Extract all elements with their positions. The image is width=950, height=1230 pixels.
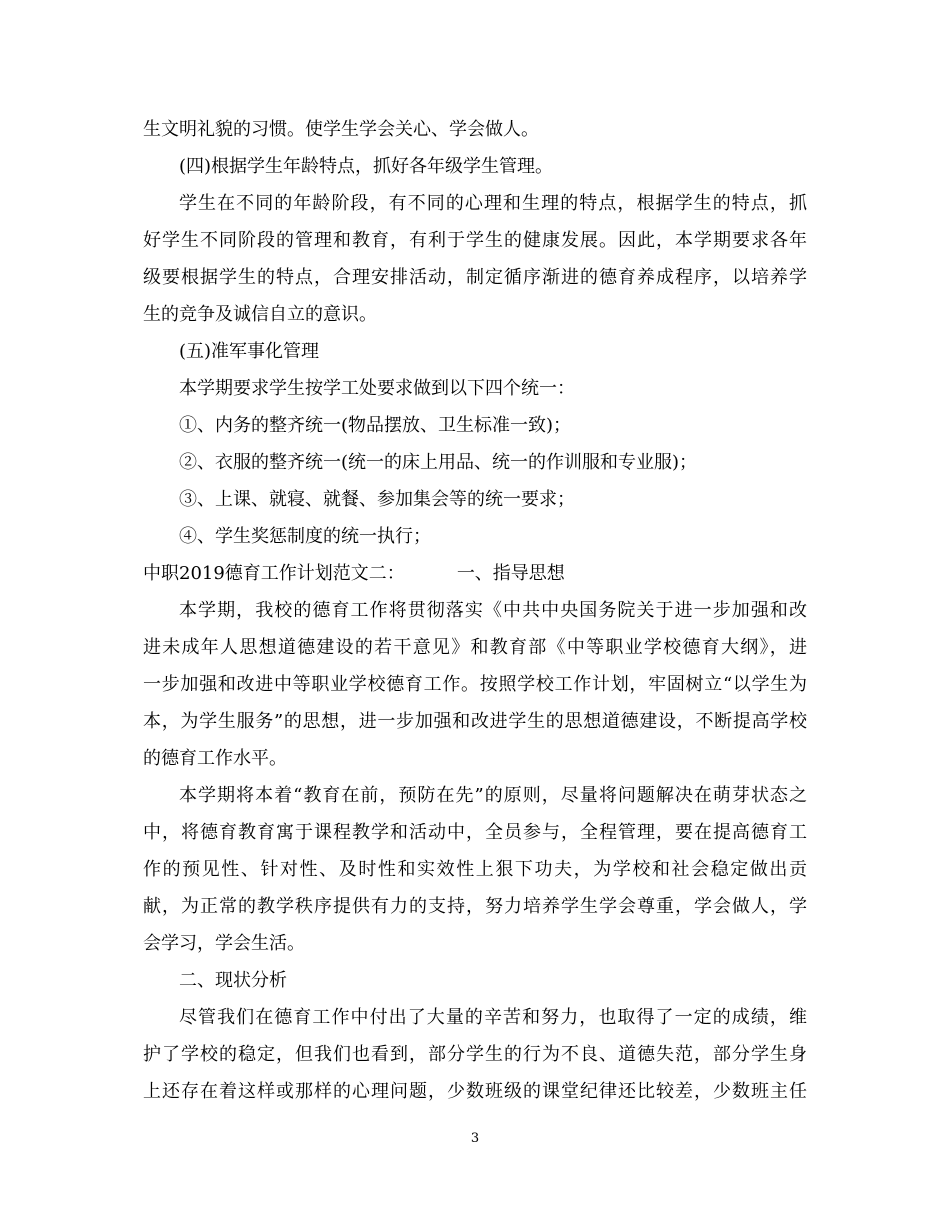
section-heading: 一、指导思想 — [456, 563, 565, 584]
section-heading: 二、现状分析 — [179, 970, 287, 991]
text-line: 上还存在着这样或那样的心理问题，少数班级的课堂纪律还比较差，少数班主任 — [143, 1081, 807, 1102]
text-line: 学生在不同的年龄阶段，有不同的心理和生理的特点，根据学生的特点，抓 — [179, 193, 807, 214]
text-line: 进未成年人思想道德建设的若干意见》和教育部《中等职业学校德育大纲》，进 — [143, 637, 807, 658]
text-line: 一步加强和改进中等职业学校德育工作。按照学校工作计划，牢固树立“以学生为 — [143, 674, 807, 695]
list-item: ②、衣服的整齐统一(统一的床上用品、统一的作训服和专业服)； — [179, 452, 698, 473]
text-line: 本学期将本着“教育在前，预防在先”的原则，尽量将问题解决在萌芽状态之 — [179, 785, 807, 806]
text-line: 作的预见性、针对性、及时性和实效性上狠下功夫，为学校和社会稳定做出贡 — [143, 859, 807, 880]
page-number: 3 — [470, 1131, 480, 1146]
list-item: ③、上课、就寝、就餐、参加集会等的统一要求； — [179, 489, 575, 510]
list-item: ④、学生奖惩制度的统一执行； — [179, 526, 431, 547]
text-line: 本，为学生服务”的思想，进一步加强和改进学生的思想道德建设，不断提高学校 — [143, 711, 807, 732]
text-line: 中，将德育教育寓于课程教学和活动中，全员参与，全程管理，要在提高德育工 — [143, 822, 807, 843]
document-title: 中职2019德育工作计划范文二： — [143, 563, 405, 584]
text-line: 本学期要求学生按学工处要求做到以下四个统一： — [179, 378, 575, 399]
document-heading — [143, 562, 565, 586]
section-heading: (四)根据学生年龄特点，抓好各年级学生管理。 — [179, 156, 554, 177]
text-line: 尽管我们在德育工作中付出了大量的辛苦和努力，也取得了一定的成绩，维 — [179, 1007, 807, 1028]
text-line: 献，为正常的教学秩序提供有力的支持，努力培养学生学会尊重，学会做人，学 — [143, 896, 807, 917]
text-line: 生文明礼貌的习惯。使学生学会关心、学会做人。 — [143, 119, 539, 140]
text-line: 生的竞争及诚信自立的意识。 — [143, 304, 377, 325]
text-line: 本学期，我校的德育工作将贯彻落实《中共中央国务院关于进一步加强和改 — [179, 600, 807, 621]
text-line: 的德育工作水平。 — [143, 748, 287, 769]
list-item: ①、内务的整齐统一(物品摆放、卫生标准一致)； — [179, 415, 572, 436]
text-line: 护了学校的稳定，但我们也看到，部分学生的行为不良、道德失范，部分学生身 — [143, 1044, 807, 1065]
text-line: 会学习，学会生活。 — [143, 933, 305, 954]
section-heading: (五)准军事化管理 — [179, 341, 320, 362]
text-line: 好学生不同阶段的管理和教育，有利于学生的健康发展。因此，本学期要求各年 — [143, 230, 807, 251]
text-line: 级要根据学生的特点，合理安排活动，制定循序渐进的德育养成程序，以培养学 — [143, 267, 807, 288]
